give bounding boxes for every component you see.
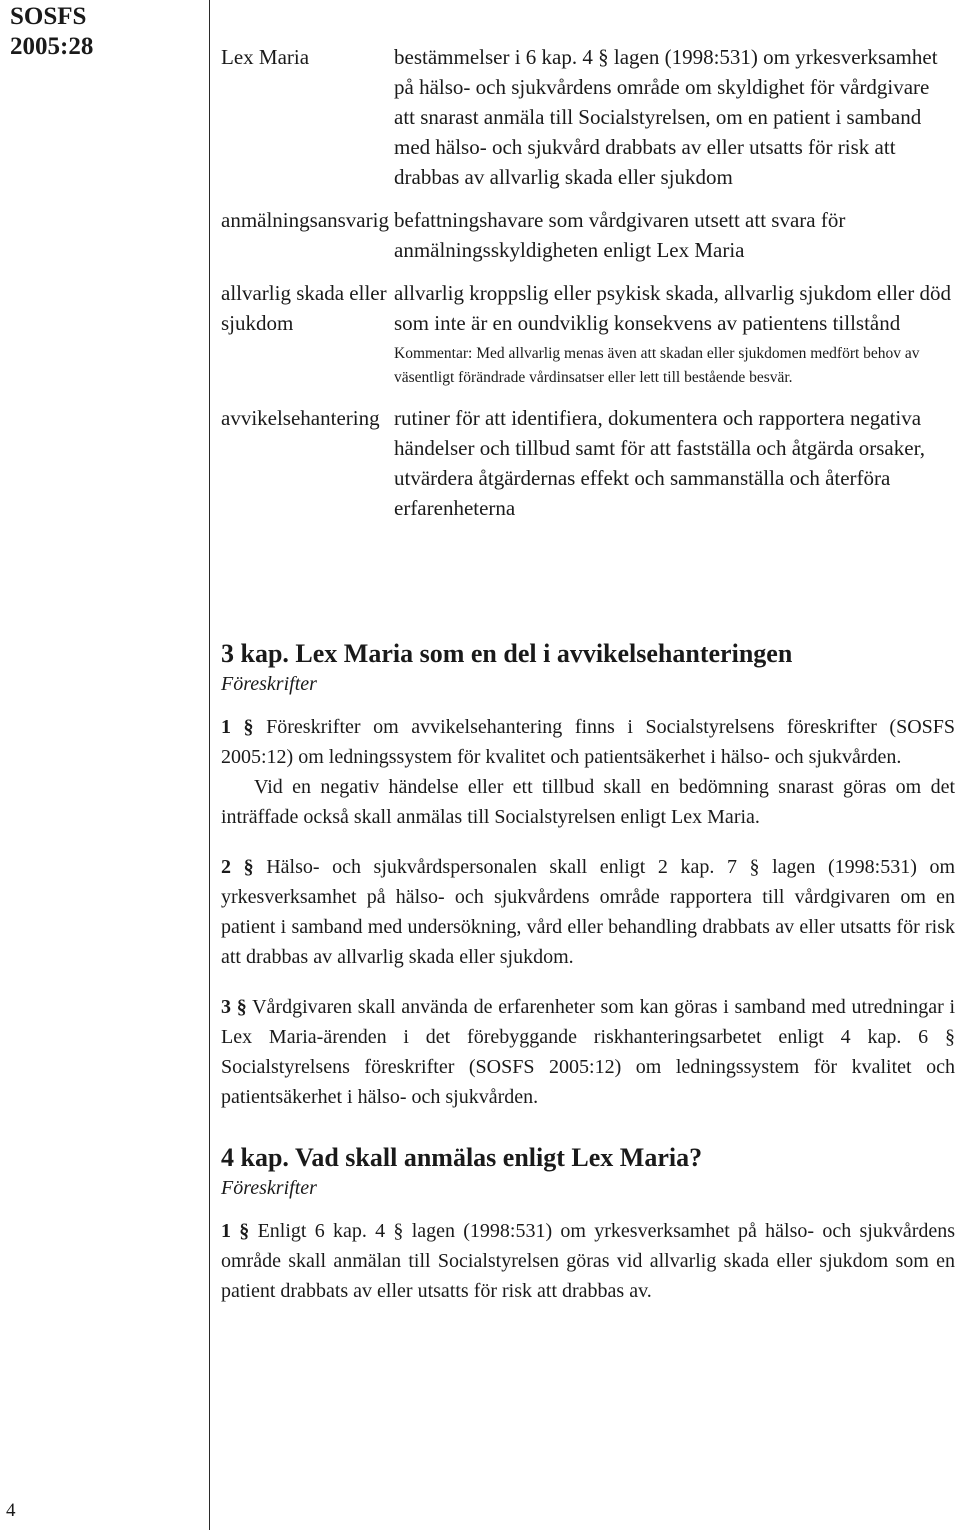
section-number: 1 §: [221, 716, 254, 738]
margin-rule: [209, 0, 210, 1530]
definition-term: allvarlig skada eller sjukdom: [221, 281, 387, 335]
section-text: Vårdgivaren skall använda de erfarenheter som kan göras i samband med utredningar i Lex Maria-ärenden i det förebyggande riskhanteringsarbetet enligt 4 kap. 6 § Socialstyrelsens föreskrifter (SOSFS 2005:12) om ledningssystem för kvalitet och patientsäkerhet i hälso- och sjukvården.: [221, 996, 956, 1108]
page-number: 4: [6, 1500, 16, 1521]
section-number: 1 §: [221, 1220, 250, 1242]
definition-text: bestämmelser i 6 kap. 4 § lagen (1998:531) om yrkesverksamhet på hälso- och sjukvårdens område om skyldighet för vårdgivare att snarast anmäla till Socialstyrelsen, om en patient i samband med hälso- och sjukvård drabbats av eller utsatts för risk att drabbas av allvarlig skada eller sjukdom: [394, 45, 938, 189]
definition-body: [394, 278, 955, 390]
definition-allvarlig-skada: [221, 278, 955, 390]
definition-term: avvikelsehantering: [221, 406, 380, 430]
definitions-list: [221, 42, 955, 536]
chapter-3-section-2: [221, 852, 955, 972]
definition-text: befattningshavare som vårdgivaren utsett att svara för anmälningsskyldigheten enligt Lex Maria: [394, 208, 846, 262]
definition-term: Lex Maria: [221, 45, 310, 69]
doc-id-number: 2005:28: [10, 33, 94, 60]
definition-avvikelsehantering: [221, 403, 955, 523]
document-id: [10, 2, 93, 62]
chapter-3-heading: 3 kap. Lex Maria som en del i avvikelsehanteringen: [221, 639, 793, 668]
definition-text: allvarlig kroppslig eller psykisk skada, allvarlig sjukdom eller död som inte är en oundviklig konsekvens av patientens tillstånd: [394, 281, 951, 335]
definition-anmalningsansvarig: [221, 205, 955, 265]
doc-id-series: SOSFS: [10, 3, 87, 30]
definition-lex-maria: [221, 42, 955, 192]
section-number: 3 §: [221, 996, 247, 1018]
definition-term: anmälningsansvarig: [221, 208, 389, 232]
definition-comment: Kommentar: Med allvarlig menas även att skadan eller sjukdomen medfört behov av väsentligt förändrade vårdinsatser eller lett till bestående besvär.: [394, 345, 920, 386]
chapter-4-subheading: Föreskrifter: [221, 1177, 317, 1199]
chapter-3-section-1-paragraph-2: Vid en negativ händelse eller ett tillbud skall en bedömning snarast göras om det inträffade också skall anmälas till Socialstyrelsen enligt Lex Maria.: [221, 776, 955, 828]
section-text: Enligt 6 kap. 4 § lagen (1998:531) om yrkesverksamhet på hälso- och sjukvårdens område skall anmälan till Socialstyrelsen göras vid allvarlig skada eller sjukdom som en patient drabbats av eller utsatts för risk att drabbas av.: [221, 1220, 956, 1302]
section-text: Hälso- och sjukvårdspersonalen skall enligt 2 kap. 7 § lagen (1998:531) om yrkesverksamhet på hälso- och sjukvårdens område rapportera till vårdgivaren om en patient i samband med undersökning, vård eller behandling drabbats av eller utsatts för risk att drabbas av allvarlig skada eller sjukdom.: [221, 856, 956, 968]
chapter-4-section-1: [221, 1216, 955, 1306]
section-number: 2 §: [221, 856, 254, 878]
definition-text: rutiner för att identifiera, dokumentera och rapportera negativa händelser och tillbud samt för att fastställa och åtgärda orsaker, utvärdera åtgärdernas effekt och sammanställa och återföra erfarenheterna: [394, 406, 925, 520]
chapter-3-section-3: [221, 992, 955, 1112]
chapter-3-subheading: Föreskrifter: [221, 673, 317, 695]
chapters: [221, 638, 955, 1306]
section-text: Föreskrifter om avvikelsehantering finns i Socialstyrelsens föreskrifter (SOSFS 2005:12) om ledningssystem för kvalitet och patientsäkerhet i hälso- och sjukvården.: [221, 716, 956, 768]
chapter-3-section-1: [221, 712, 955, 772]
chapter-4-heading: 4 kap. Vad skall anmälas enligt Lex Maria?: [221, 1143, 703, 1172]
